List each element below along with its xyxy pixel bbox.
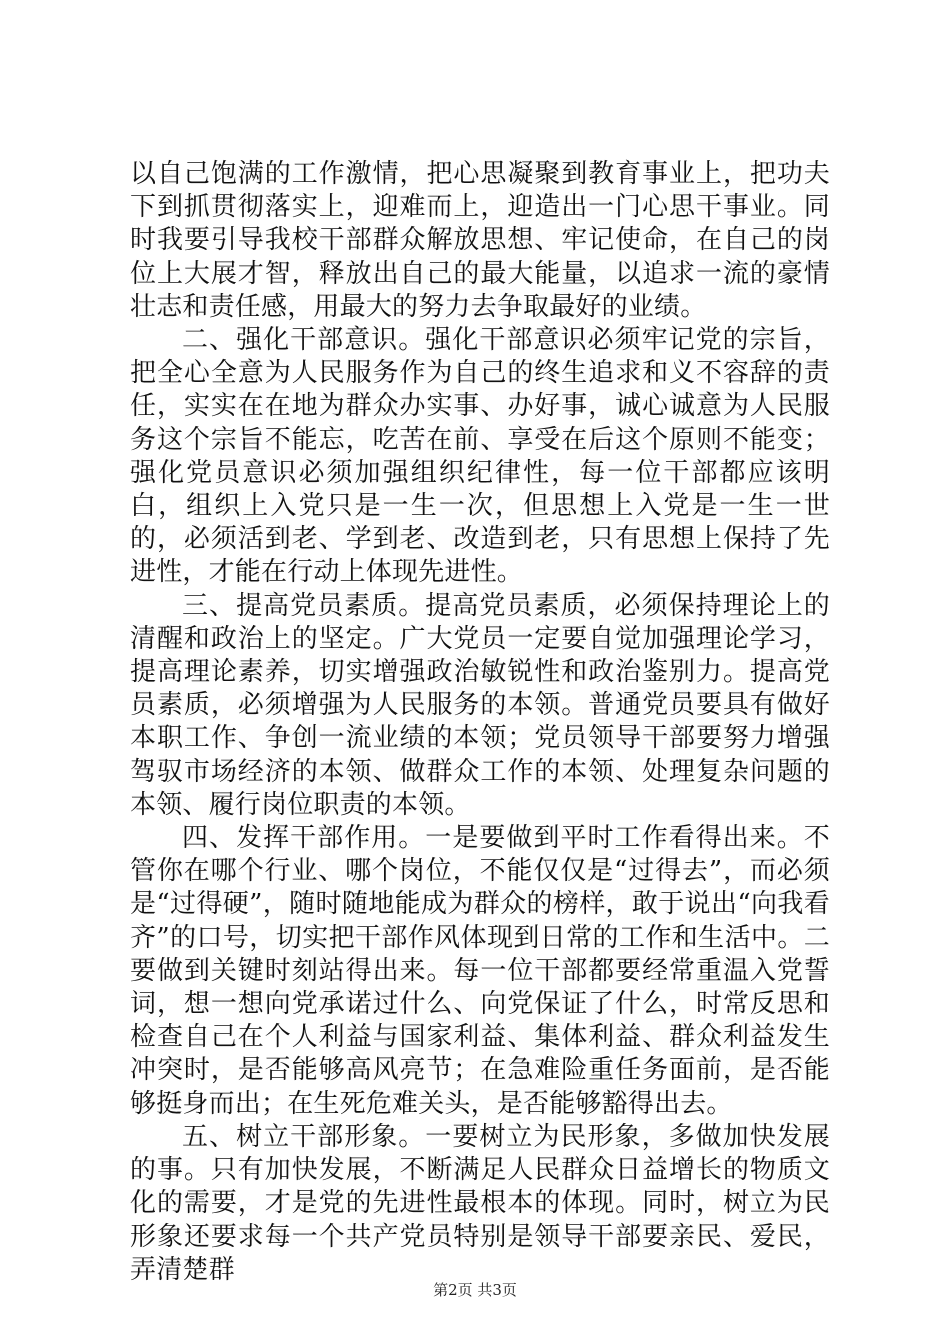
page-number-footer: 第2页 共3页 [433, 1281, 517, 1299]
paragraph-section-4: 四、发挥干部作用。一是要做到平时工作看得出来。不管你在哪个行业、哪个岗位，不能仅仅是“过得去”，而必须是“过得硬”，随时随地能成为群众的榜样，敢于说出“向我看齐”的口号，切实把干部作风体现到日常的工作和生活中。二要做到关键时刻站得出来。每一位干部都要经常重温入党誓词，想一想向党承诺过什么、向党保证了什么，时常反思和检查自己在个人利益与国家利益、集体利益、群众利益发生冲突时，是否能够高风亮节；在急难险重任务面前，是否能够挺身而出；在生死危难关头，是否能够豁得出去。 [130, 823, 830, 1119]
paragraph-section-5: 五、树立干部形象。一要树立为民形象，多做加快发展的事。只有加快发展，不断满足人民群众日益增长的物质文化的需要，才是党的先进性最根本的体现。同时，树立为民形象还要求每一个共产党员特别是领导干部要亲民、爱民，弄清楚群 [130, 1121, 830, 1285]
paragraph-section-3: 三、提高党员素质。提高党员素质，必须保持理论上的清醒和政治上的坚定。广大党员一定要自觉加强理论学习，提高理论素养，切实增强政治敏锐性和政治鉴别力。提高党员素质，必须增强为人民服务的本领。普通党员要具有做好本职工作、争创一流业绩的本领；党员领导干部要努力增强驾驭市场经济的本领、做群众工作的本领、处理复杂问题的本领、履行岗位职责的本领。 [130, 590, 830, 820]
paragraph-continuation: 以自己饱满的工作激情，把心思凝聚到教育事业上，把功夫下到抓贯彻落实上，迎难而上，迎造出一门心思干事业。同时我要引导我校干部群众解放思想、牢记使命，在自己的岗位上大展才智，释放出自己的最大能量，以追求一流的豪情壮志和责任感，用最大的努力去争取最好的业绩。 [130, 159, 830, 322]
paragraph-section-2: 二、强化干部意识。强化干部意识必须牢记党的宗旨，把全心全意为人民服务作为自己的终生追求和义不容辞的责任，实实在在地为群众办实事、办好事，诚心诚意为人民服务这个宗旨不能忘，吃苦在前、享受在后这个原则不能变；强化党员意识必须加强组织纪律性，每一位干部都应该明白，组织上入党只是一生一次，但思想上入党是一生一世的，必须活到老、学到老、改造到老，只有思想上保持了先进性，才能在行动上体现先进性。 [130, 325, 830, 588]
document-body [130, 158, 830, 1287]
